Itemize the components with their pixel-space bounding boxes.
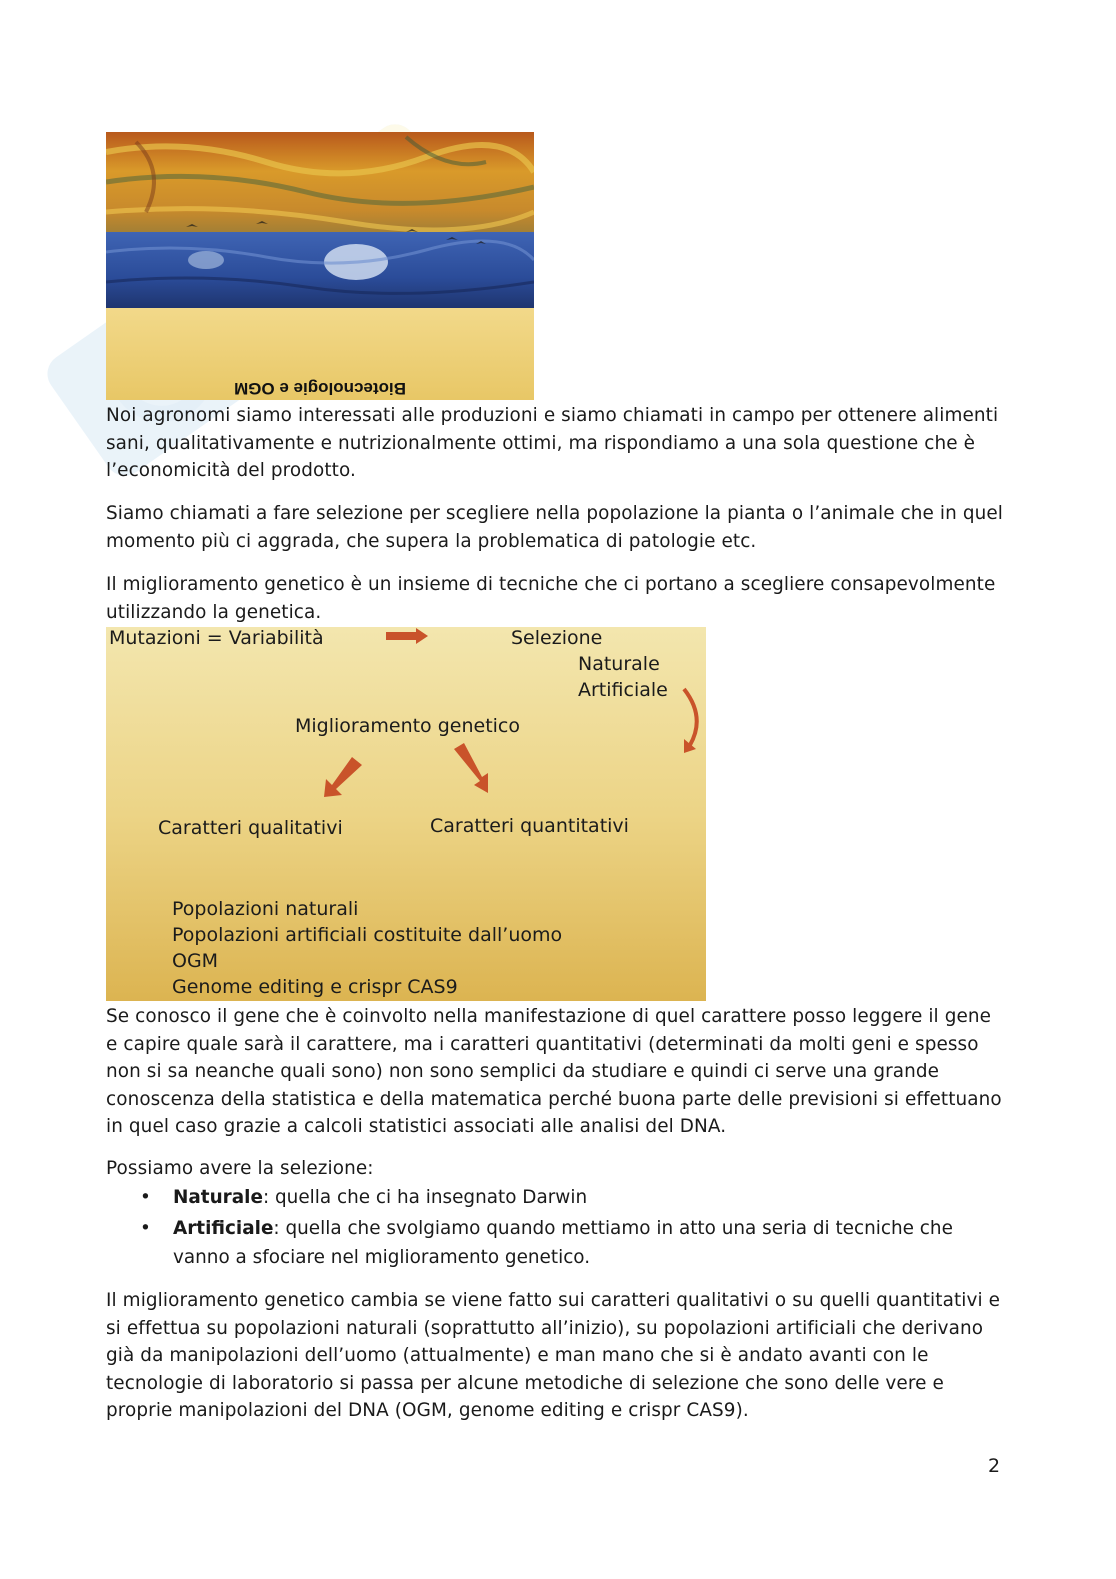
painting-caption: Biotecnologie e OGM [234,379,406,398]
diagram-list-item: Popolazioni artificiali costituite dall’uomo [172,924,563,946]
bullet-text: : quella che svolgiamo quando mettiamo in atto una seria di tecniche che vanno a sfociare nel miglioramento genetico. [173,1218,953,1268]
diagram-naturale: Naturale [578,653,660,675]
diagram-list-item: OGM [172,950,219,972]
bullet-icon: • [140,1218,151,1239]
list-item [140,1214,1010,1272]
diagram-list-item: Popolazioni naturali [172,898,359,920]
diagram-artificiale: Artificiale [578,679,668,701]
list-item [140,1183,1010,1212]
diagram-mutazioni: Mutazioni = Variabilità [109,627,324,649]
bullet-icon: • [140,1187,151,1208]
painting-image [106,132,534,400]
paragraph-miglioramento: Il miglioramento genetico è un insieme di tecniche che ci portano a scegliere consapevolmente utilizzando la genetica. [106,574,996,623]
diagram-selezione: Selezione [511,627,603,649]
diagram-miglioramento: Miglioramento genetico [295,715,521,737]
paragraph-conclusione: Il miglioramento genetico cambia se viene fatto sui caratteri qualitativi o su quelli quantitativi e si effettua su popolazioni naturali (soprattutto all’inizio), su popolazioni artificiali che derivano già da manipolazioni dell’uomo (attualmente) e man mano che si è andato avanti con le tecnologie di laboratorio si passa per alcune metodiche di selezione che sono delle vere e proprie manipolazioni del DNA (OGM, genome editing e crispr CAS9). [106,1290,1001,1421]
bullet-text: : quella che ci ha insegnato Darwin [262,1187,588,1208]
paragraph-possiamo: Possiamo avere la selezione: [106,1158,374,1179]
bullet-term: Artificiale [173,1218,274,1239]
diagram-quantitativi: Caratteri quantitativi [430,815,629,837]
paragraph-selezione: Siamo chiamati a fare selezione per scegliere nella popolazione la pianta o l’animale che in quel momento più ci aggrada, che supera la problematica di patologie etc. [106,503,1003,552]
paragraph-gene: Se conosco il gene che è coinvolto nella manifestazione di quel carattere posso leggere il gene e capire quale sarà il carattere, ma i caratteri quantitativi (determinati da molti geni e spesso non si sa neanche quali sono) non sono semplici da studiare e quindi ci serve una grande conoscenza della statistica e della matematica perché buona parte delle previsioni si effettuano in quel caso grazie a calcoli statistici associati alle analisi del DNA. [106,1006,1002,1137]
diagram-list-item: Genome editing e crispr CAS9 [172,976,458,998]
genetic-improvement-diagram [106,627,706,1001]
paragraph-agronomi: Noi agronomi siamo interessati alle produzioni e siamo chiamati in campo per ottenere alimenti sani, qualitativamente e nutrizionalmente ottimi, ma rispondiamo a una sola questione che è l’economicità del prodotto. [106,405,999,481]
page-number: 2 [988,1455,1001,1477]
bullet-term: Naturale [173,1187,263,1208]
diagram-qualitativi: Caratteri qualitativi [158,817,343,839]
